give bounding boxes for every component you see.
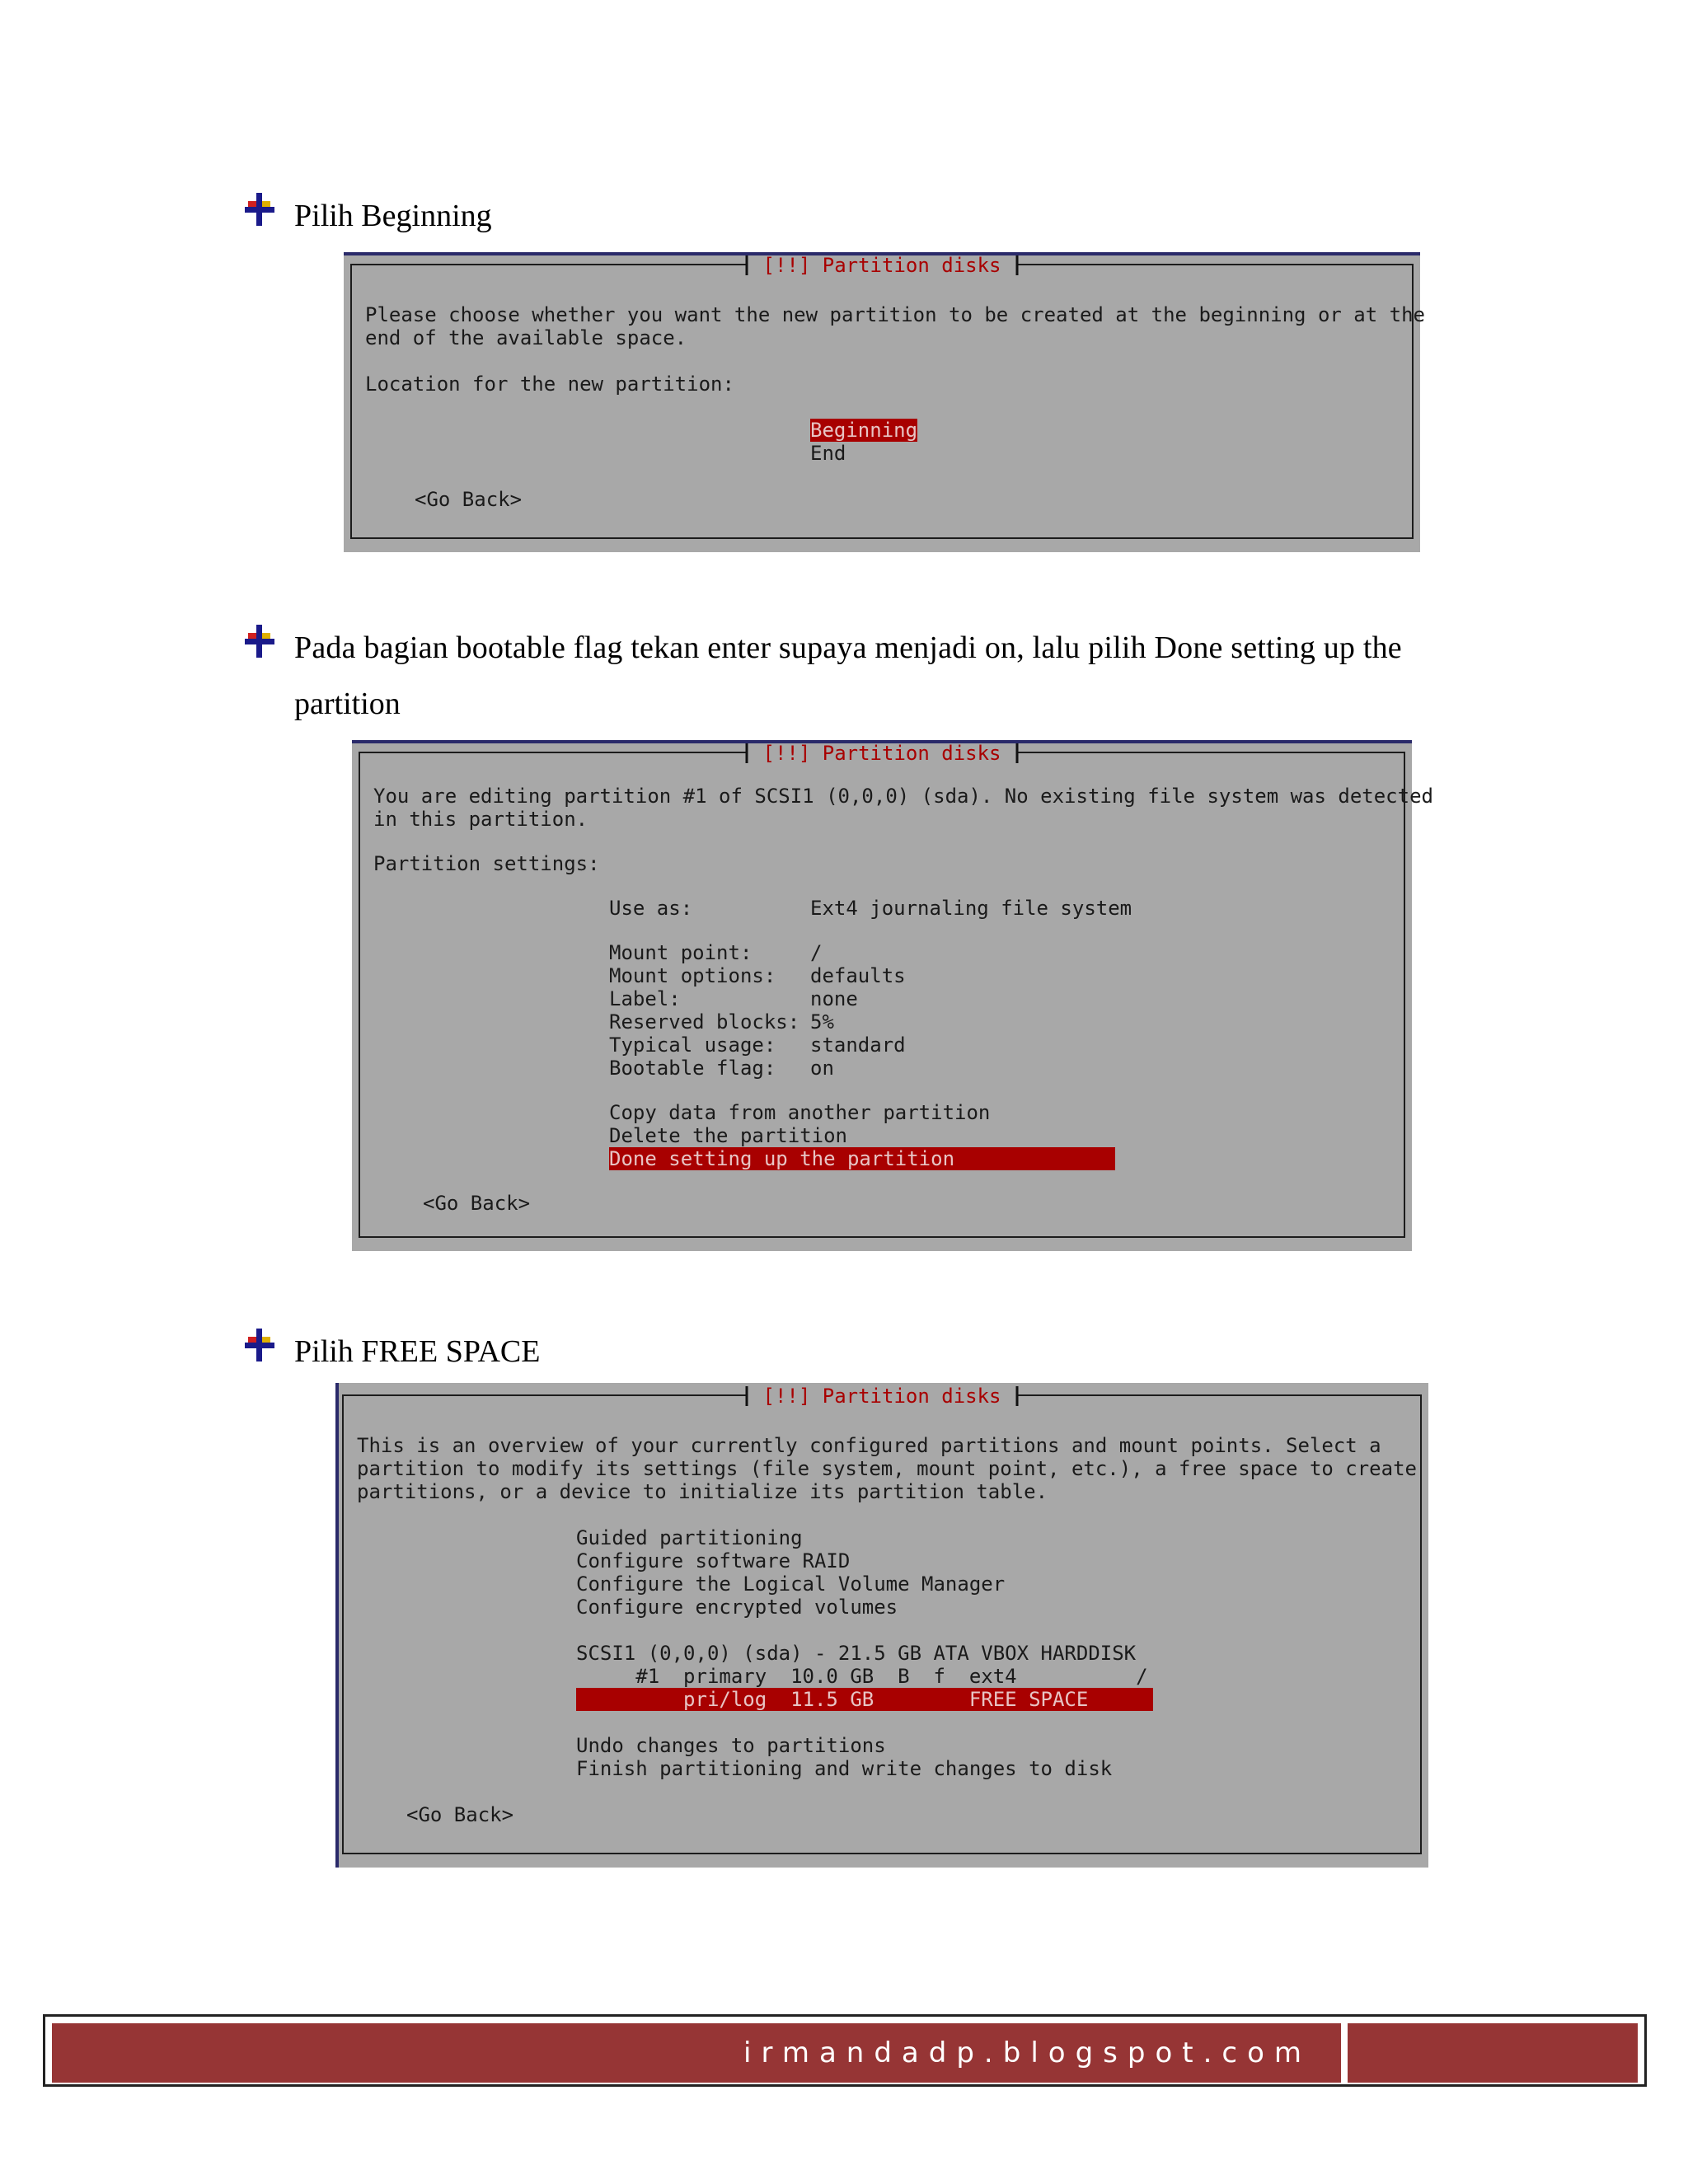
prompt-line: partition to modify its settings (file system, mount point, etc.), a free space to create bbox=[357, 1457, 1417, 1480]
partition-entry[interactable]: #1 primary 10.0 GB B f ext4 / bbox=[576, 1665, 1148, 1688]
page-footer bbox=[43, 2014, 1647, 2087]
setting-label: Mount options: bbox=[609, 964, 776, 987]
go-back-button[interactable]: <Go Back> bbox=[406, 1803, 514, 1826]
window-title: [!!] Partition disks bbox=[746, 743, 1019, 763]
menu-finish-partitioning[interactable]: Finish partitioning and write changes to disk bbox=[576, 1757, 1113, 1780]
disk-entry[interactable]: SCSI1 (0,0,0) (sda) - 21.5 GB ATA VBOX HARDDISK bbox=[576, 1642, 1137, 1665]
setting-value[interactable]: on bbox=[810, 1057, 834, 1080]
option-end[interactable]: End bbox=[810, 442, 846, 465]
setting-label: Bootable flag: bbox=[609, 1057, 776, 1080]
action-copy-data[interactable]: Copy data from another partition bbox=[609, 1101, 991, 1124]
setting-value[interactable]: Ext4 journaling file system bbox=[810, 897, 1132, 920]
menu-lvm[interactable]: Configure the Logical Volume Manager bbox=[576, 1572, 1006, 1596]
heading-text-line2: partition bbox=[294, 687, 401, 722]
terminal-frame bbox=[359, 742, 1433, 1238]
bullet-arrow-icon bbox=[245, 625, 274, 658]
setting-value[interactable]: 5% bbox=[810, 1010, 834, 1033]
terminal-screenshot-1 bbox=[344, 252, 1425, 552]
menu-guided-partitioning[interactable]: Guided partitioning bbox=[576, 1526, 803, 1549]
section-heading-3 bbox=[294, 1324, 541, 1380]
window-title: [!!] Partition disks bbox=[746, 255, 1019, 275]
footer-band bbox=[52, 2023, 1341, 2083]
prompt-line: Location for the new partition: bbox=[365, 373, 734, 396]
prompt-line: partitions, or a device to initialize its partition table. bbox=[357, 1480, 1048, 1503]
setting-label: Label: bbox=[609, 987, 681, 1010]
prompt-line: end of the available space. bbox=[365, 326, 687, 349]
bullet-arrow-icon bbox=[245, 1329, 274, 1361]
heading-text: Pilih FREE SPACE bbox=[294, 1334, 541, 1369]
setting-value[interactable]: standard bbox=[810, 1033, 906, 1057]
heading-text: Pilih Beginning bbox=[294, 199, 492, 233]
prompt-line: Partition settings: bbox=[373, 852, 600, 875]
window-title: [!!] Partition disks bbox=[746, 1386, 1019, 1406]
bullet-arrow-icon bbox=[245, 193, 274, 226]
setting-value[interactable]: / bbox=[810, 941, 823, 964]
setting-label: Typical usage: bbox=[609, 1033, 776, 1057]
terminal-screenshot-2 bbox=[352, 740, 1433, 1251]
prompt-line: Please choose whether you want the new partition to be created at the beginning or at the bbox=[365, 303, 1425, 326]
prompt-line: You are editing partition #1 of SCSI1 (0,0,0) (sda). No existing file system was detected bbox=[373, 785, 1433, 808]
setting-label: Reserved blocks: bbox=[609, 1010, 800, 1033]
setting-label: Use as: bbox=[609, 897, 693, 920]
heading-text-line1: Pada bagian bootable flag tekan enter supaya menjadi on, lalu pilih Done setting up the bbox=[294, 630, 1402, 665]
setting-value[interactable]: none bbox=[810, 987, 858, 1010]
setting-label: Mount point: bbox=[609, 941, 753, 964]
prompt-line: in this partition. bbox=[373, 808, 588, 831]
section-heading-2 bbox=[294, 620, 1481, 733]
menu-undo-changes[interactable]: Undo changes to partitions bbox=[576, 1734, 886, 1757]
go-back-button[interactable]: <Go Back> bbox=[423, 1192, 531, 1215]
section-heading-1 bbox=[294, 188, 492, 244]
terminal-screenshot-3 bbox=[335, 1383, 1428, 1868]
action-delete-partition[interactable]: Delete the partition bbox=[609, 1124, 847, 1147]
menu-software-raid[interactable]: Configure software RAID bbox=[576, 1549, 851, 1572]
terminal-frame bbox=[350, 254, 1425, 539]
prompt-line: This is an overview of your currently configured partitions and mount points. Select a bbox=[357, 1434, 1381, 1457]
action-done-setting-up[interactable]: Done setting up the partition bbox=[609, 1147, 1115, 1170]
terminal-frame bbox=[342, 1385, 1422, 1854]
setting-value[interactable]: defaults bbox=[810, 964, 906, 987]
menu-encrypted-volumes[interactable]: Configure encrypted volumes bbox=[576, 1596, 898, 1619]
footer-band-right bbox=[1348, 2023, 1638, 2083]
free-space-entry[interactable]: pri/log 11.5 GB FREE SPACE bbox=[576, 1688, 1153, 1711]
footer-url[interactable]: irmandadp.blogspot.com bbox=[743, 2036, 1311, 2069]
option-beginning[interactable]: Beginning bbox=[810, 419, 918, 442]
go-back-button[interactable]: <Go Back> bbox=[415, 488, 523, 511]
